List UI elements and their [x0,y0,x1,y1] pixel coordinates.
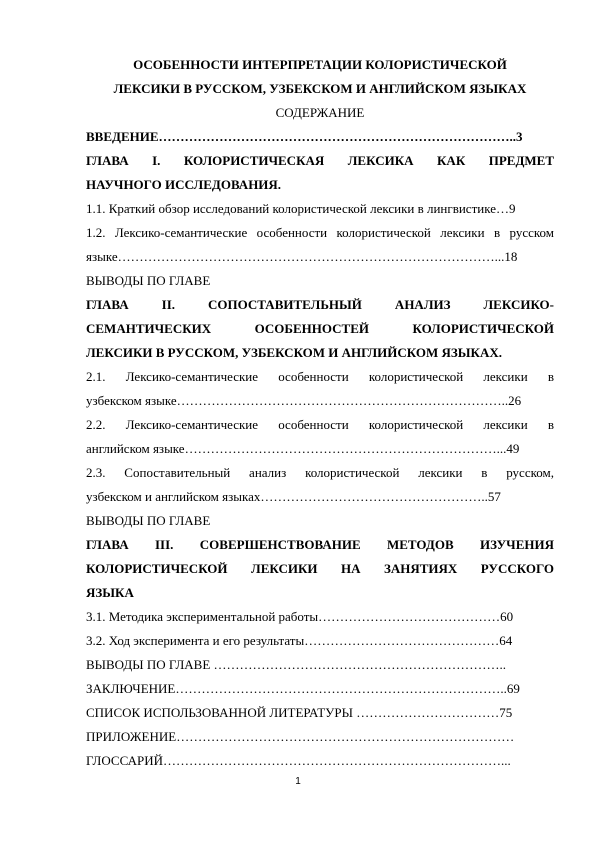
toc-section-2-2-line-1: 2.2. Лексико-семантические особенности колористической лексики в [86,417,554,432]
toc-section-1-1: 1.1. Краткий обзор исследований колористической лексики в лингвистике…9 [86,201,516,216]
toc-chapter-1-conclusions: ВЫВОДЫ ПО ГЛАВЕ [86,273,211,288]
toc-chapter-1-line-1: ГЛАВА I. КОЛОРИСТИЧЕСКАЯ ЛЕКСИКА КАК ПРЕДМЕТ [86,153,554,168]
toc-section-2-2-line-2: английском языке………………………………………………………………...49 [86,441,520,456]
toc-chapter-2-line-1: ГЛАВА II. СОПОСТАВИТЕЛЬНЫЙ АНАЛИЗ ЛЕКСИКО- [86,297,554,312]
toc-references: СПИСОК ИСПОЛЬЗОВАННОЙ ЛИТЕРАТУРЫ ……………………………75 [86,705,513,720]
toc-intro: ВВЕДЕНИЕ………………………………………………………………………..3 [86,129,523,144]
title-line-2: ЛЕКСИКИ В РУССКОМ, УЗБЕКСКОМ И АНГЛИЙСКОМ ЯЗЫКАХ [113,81,527,96]
toc-chapter-2-line-2: СЕМАНТИЧЕСКИХ ОСОБЕННОСТЕЙ КОЛОРИСТИЧЕСКОЙ [86,321,554,336]
toc-chapter-2-conclusions: ВЫВОДЫ ПО ГЛАВЕ [86,513,211,528]
toc-chapter-3-line-2: КОЛОРИСТИЧЕСКОЙ ЛЕКСИКИ НА ЗАНЯТИЯХ РУССКОГО [86,561,554,576]
toc-section-2-1-line-2: узбекском языке…………………………………………………………………..26 [86,393,522,408]
toc-section-3-2: 3.2. Ход эксперимента и его результаты………………………………………64 [86,633,513,648]
toc-section-2-1-line-1: 2.1. Лексико-семантические особенности колористической лексики в [86,369,554,384]
toc-chapter-3-line-3: ЯЗЫКА [86,585,134,600]
toc-chapter-3-conclusions: ВЫВОДЫ ПО ГЛАВЕ ………………………………………………………….. [86,657,507,672]
title-line-1: ОСОБЕННОСТИ ИНТЕРПРЕТАЦИИ КОЛОРИСТИЧЕСКОЙ [133,57,507,72]
toc-chapter-1-line-2: НАУЧНОГО ИССЛЕДОВАНИЯ. [86,177,282,192]
contents-heading: СОДЕРЖАНИЕ [275,105,365,120]
toc-section-1-2-line-1: 1.2. Лексико-семантические особенности колористической лексики в русском [86,225,554,240]
toc-section-2-3-line-2: узбекском и английском языках……………………………………………..57 [86,489,501,504]
toc-appendix: ПРИЛОЖЕНИЕ…………………………………………………………………… [86,729,515,744]
toc-section-1-2-line-2: языке……………………………………………………………………………...18 [86,249,518,264]
document-page [86,53,554,773]
table-of-contents [86,125,554,773]
toc-chapter-3-line-1: ГЛАВА III. СОВЕРШЕНСТВОВАНИЕ МЕТОДОВ ИЗУЧЕНИЯ [86,537,554,552]
document-title [86,53,554,101]
toc-section-2-3-line-1: 2.3. Сопоставительный анализ колористической лексики в русском, [86,465,554,480]
toc-conclusion: ЗАКЛЮЧЕНИЕ…………………………………………………………………..69 [86,681,520,696]
page-number: 1 [295,776,301,787]
toc-glossary: ГЛОССАРИЙ……………………………………………………………………... [86,753,511,768]
toc-section-3-1: 3.1. Методика экспериментальной работы……………………………………60 [86,609,514,624]
toc-chapter-2-line-3: ЛЕКСИКИ В РУССКОМ, УЗБЕКСКОМ И АНГЛИЙСКОМ ЯЗЫКАХ. [86,345,502,360]
